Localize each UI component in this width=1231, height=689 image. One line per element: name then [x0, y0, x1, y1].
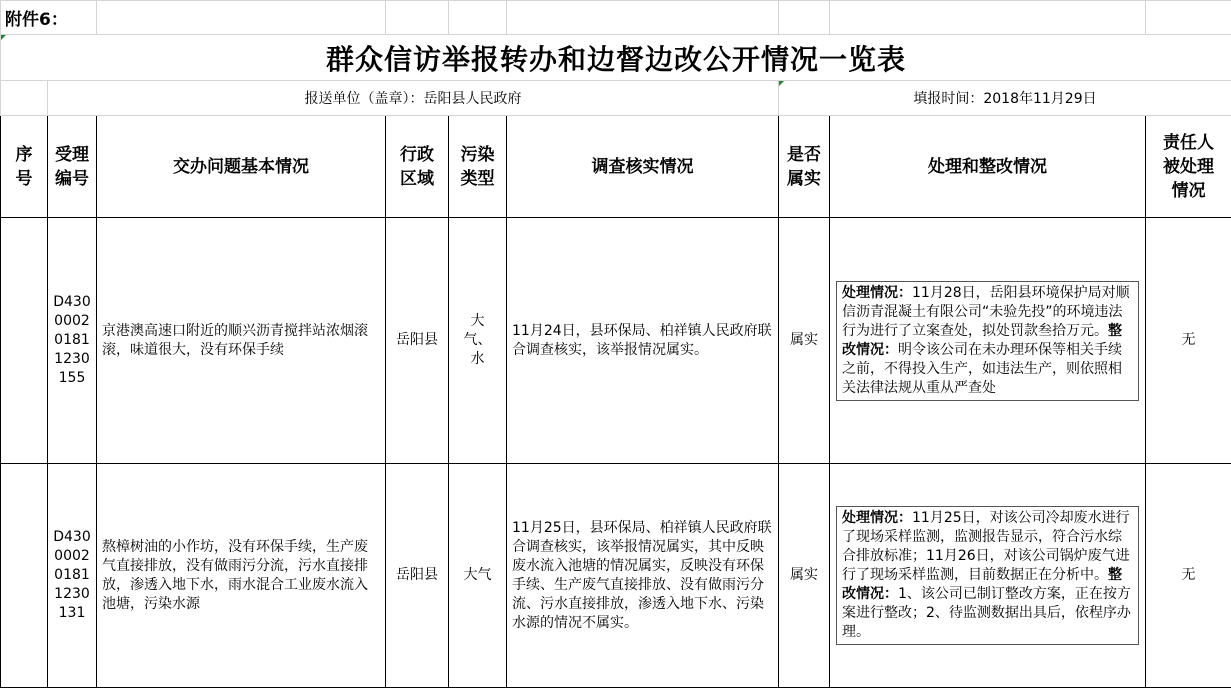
row-pollution[interactable]: 大气: [449, 464, 507, 688]
reporting-unit[interactable]: 报送单位（盖章）：岳阳县人民政府: [48, 81, 779, 116]
cell-note-marker: [779, 81, 784, 86]
table-row: [1, 218, 1231, 464]
header-seq[interactable]: 序号: [1, 116, 48, 218]
row-pollution[interactable]: 大气、水: [449, 218, 507, 464]
handling-text: 处理情况：11月28日，岳阳县环境保护局对顺信沥青混凝土有限公司“未验先投”的环境违法行为进行了立案查处，拟处罚款叁拾万元。整改情况：明令该公司在未办理环保等相关手续之前，不得投入生产，如违法生产，则依照相关法律法规从重从严查处: [836, 281, 1139, 401]
header-case-no[interactable]: 受理编号: [48, 116, 97, 218]
table-row: [1, 464, 1231, 688]
attachment-row: [1, 1, 1231, 35]
row-handling[interactable]: [830, 218, 1146, 464]
row-handling[interactable]: [830, 464, 1146, 688]
header-row: [1, 116, 1231, 218]
attachment-label[interactable]: 附件6：: [1, 1, 97, 35]
header-handling[interactable]: 处理和整改情况: [830, 116, 1146, 218]
header-issue[interactable]: 交办问题基本情况: [97, 116, 386, 218]
page-title[interactable]: 群众信访举报转办和边督边改公开情况一览表: [1, 35, 1231, 81]
row-case-no[interactable]: D430 0002 0181 1230 155: [48, 218, 97, 464]
cell-note-marker: [1, 35, 6, 40]
row-verified[interactable]: 属实: [779, 464, 830, 688]
row-accountability[interactable]: 无: [1146, 218, 1231, 464]
row-region[interactable]: 岳阳县: [386, 464, 449, 688]
header-investigation[interactable]: 调查核实情况: [507, 116, 779, 218]
fill-date[interactable]: 填报时间：2018年11月29日: [779, 81, 1231, 116]
row-issue[interactable]: 熬樟树油的小作坊，没有环保手续，生产废气直接排放，没有做雨污分流，污水直接排放，渗透入地下水，雨水混合工业废水流入池塘，污染水源: [97, 464, 386, 688]
meta-row: [1, 81, 1231, 116]
row-seq[interactable]: [1, 464, 48, 688]
title-row: [1, 35, 1231, 81]
header-verified[interactable]: 是否属实: [779, 116, 830, 218]
row-issue[interactable]: 京港澳高速口附近的顺兴沥青搅拌站浓烟滚滚，味道很大，没有环保手续: [97, 218, 386, 464]
header-region[interactable]: 行政区域: [386, 116, 449, 218]
handling-text: 处理情况：11月25日，对该公司冷却废水进行了现场采样监测，监测报告显示，符合污水综合排放标准；11月26日，对该公司锅炉废气进行了现场采样监测，目前数据正在分析中。整改情况：1、该公司已制订整改方案，正在按方案进行整改；2、待监测数据出具后，依程序办理。: [836, 506, 1139, 645]
row-region[interactable]: 岳阳县: [386, 218, 449, 464]
row-accountability[interactable]: 无: [1146, 464, 1231, 688]
header-pollution[interactable]: 污染类型: [449, 116, 507, 218]
row-investigation[interactable]: 11月24日，县环保局、柏祥镇人民政府联合调查核实，该举报情况属实。: [507, 218, 779, 464]
row-investigation[interactable]: 11月25日，县环保局、柏祥镇人民政府联合调查核实，该举报情况属实，其中反映废水流入池塘的情况属实，反映没有环保手续、生产废气直接排放、没有做雨污分流、污水直接排放，渗透入地下水、污染水源的情况不属实。: [507, 464, 779, 688]
row-case-no[interactable]: D430 0002 0181 1230 131: [48, 464, 97, 688]
header-accountability[interactable]: 责任人被处理情况: [1146, 116, 1231, 218]
row-verified[interactable]: 属实: [779, 218, 830, 464]
row-seq[interactable]: [1, 218, 48, 464]
